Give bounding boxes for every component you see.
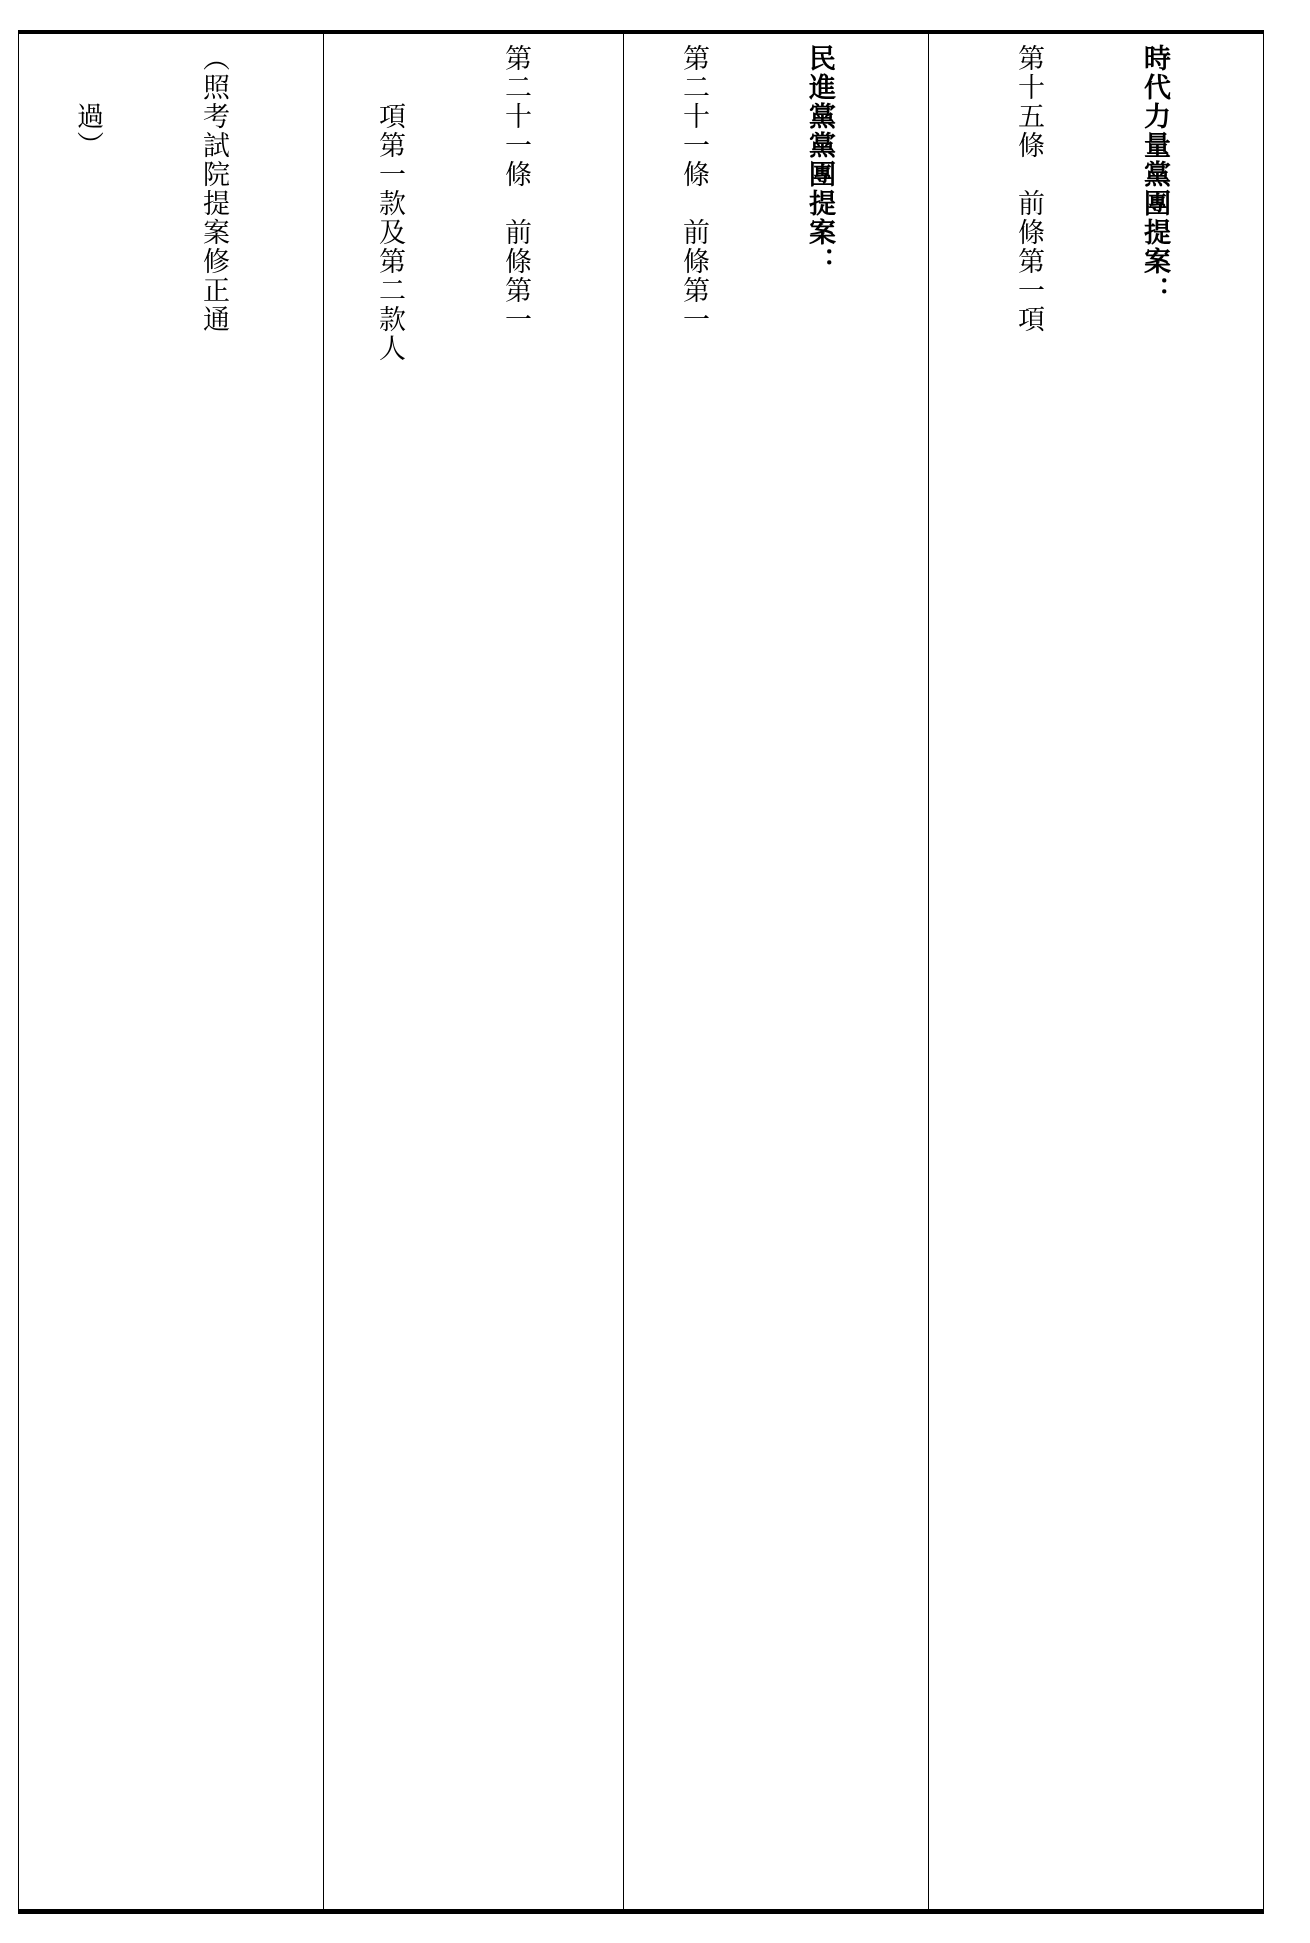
table-right-border: [1263, 30, 1264, 1914]
column-right: [929, 30, 1263, 1905]
right-text: [929, 30, 1259, 1904]
shidai-line: 第十五條 前條第一項: [1013, 44, 1044, 334]
passed-line: （照考試院提案修正通: [198, 44, 229, 334]
shidai-heading: 時代力量黨團提案：: [1139, 44, 1170, 305]
passed-line: 過）: [72, 44, 103, 160]
gov-line: 第二十一條 前條第一: [500, 44, 531, 334]
column-government-draft: [324, 30, 623, 1905]
dpp-line: 第二十一條 前條第一: [678, 44, 709, 334]
dpp-heading: 民進黨黨團提案：: [804, 44, 835, 276]
column-passed: [18, 30, 323, 1905]
passed-text: [18, 30, 323, 1904]
gov-text: [324, 30, 620, 1904]
dpp-text: [624, 30, 924, 1904]
column-dpp-caucus: [624, 30, 928, 1905]
legislative-comparison-table: [18, 30, 1263, 1914]
gov-line: 項第一款及第二款人: [374, 44, 405, 363]
table-bottom-rule: [18, 1909, 1263, 1914]
